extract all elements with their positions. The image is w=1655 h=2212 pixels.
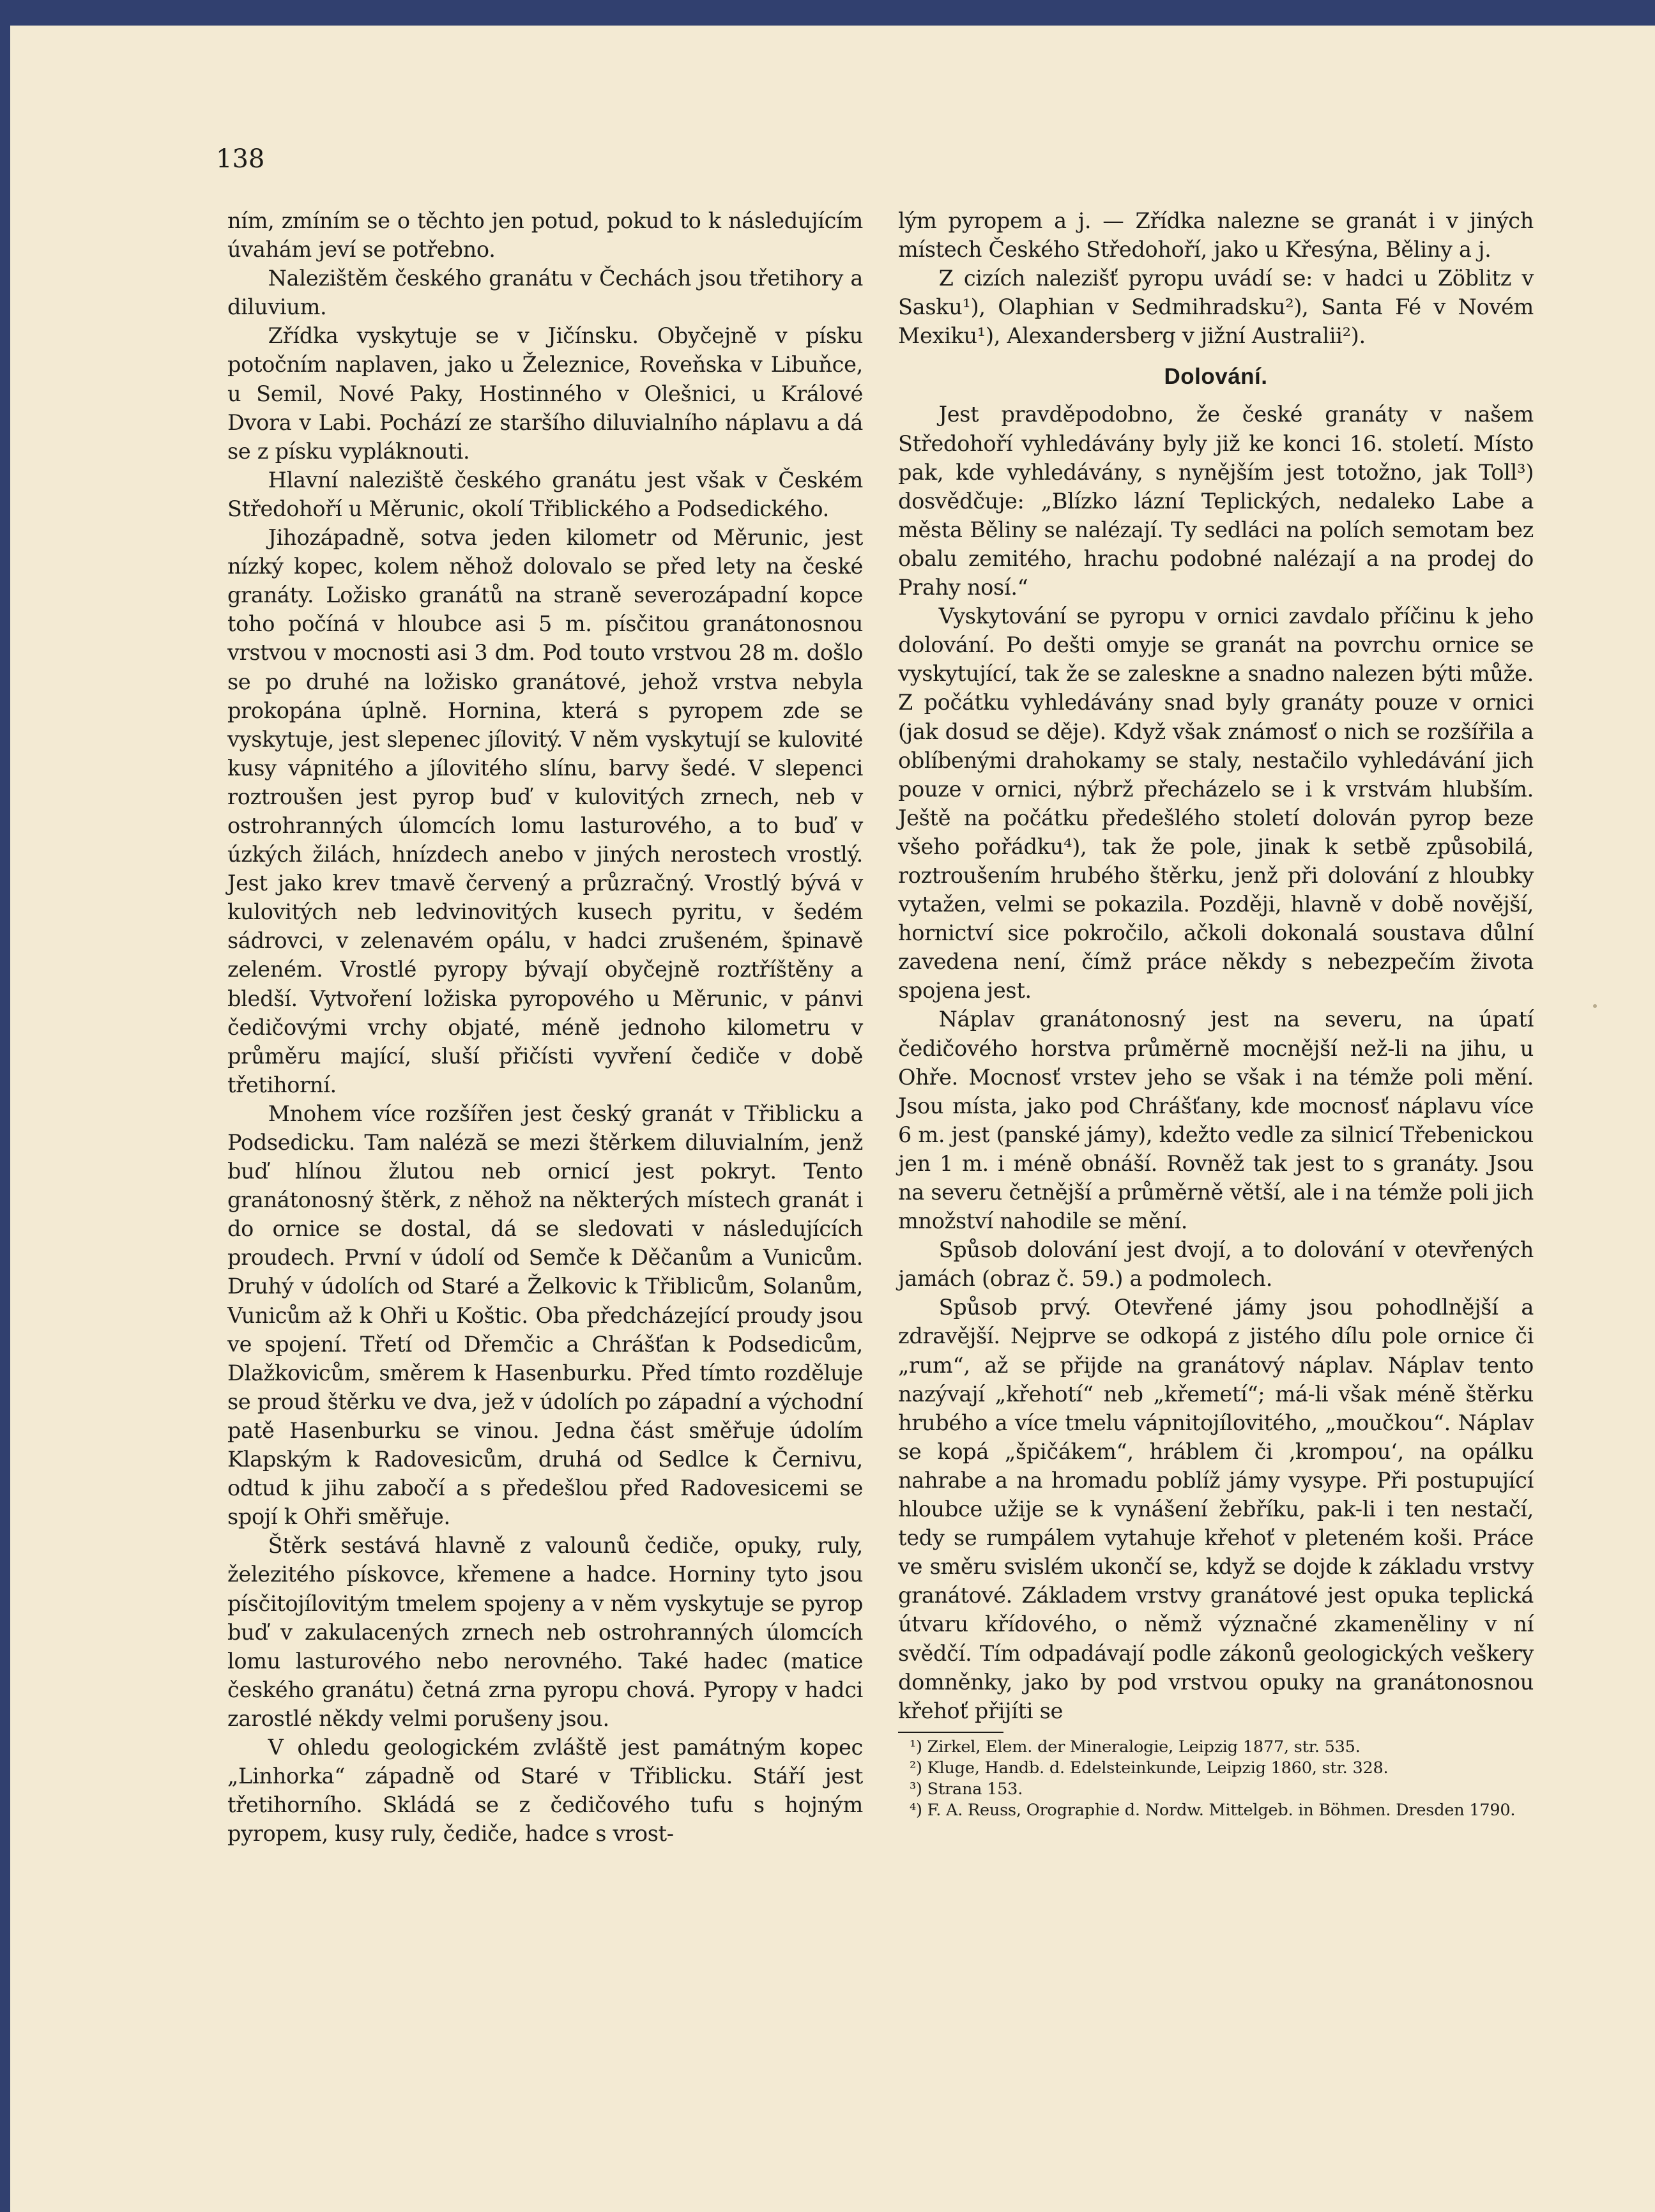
right-column — [898, 206, 1534, 1821]
footnote: ²) Kluge, Handb. d. Edelsteinkunde, Leipzig 1860, str. 328. — [910, 1758, 1389, 1778]
scanned-page — [10, 26, 1655, 2212]
paragraph: Vyskytování se pyropu v ornici zavdalo příčinu k jeho dolování. Po dešti omyje se granát na povrchu ornice se vyskytující, tak že se zaleskne a snadno nalezen býti může. Z počátku vyhledávány snad byly granáty pouze v ornici (jak dosud se děje). Když však známosť o nich se rozšířila a oblíbenými drahokamy se staly, nestačilo vyhledávání jich pouze v ornici, nýbrž přecházelo se i k vrstvám hlubším. Ještě na počátku předešlého století dolován pyrop beze všeho pořádku⁴), tak že pole, jinak k setbě způsobilá, roztroušením hrubého štěrku, jenž při dolování z hloubky vytažen, velmi se pokazila. Později, hlavně v době novější, hornictví sice pokročilo, ačkoli dokonalá soustava důlní zavedena není, čímž práce někdy s nebezpečím života spojena jest. — [898, 604, 1534, 1003]
paragraph: Hlavní naleziště českého granátu jest však v Českém Středohoří u Měrunic, okolí Třiblického a Podsedického. — [227, 467, 863, 521]
paragraph: Z cizích nalezišť pyropu uvádí se: v hadci u Zöblitz v Sasku¹), Olaphian v Sedmihradsku²), Santa Fé v Novém Mexiku¹), Alexandersberg v jižní Australii²). — [898, 266, 1534, 349]
paragraph: Štěrk sestává hlavně z valounů čediče, opuky, ruly, železitého pískovce, křemene a hadce. Horniny tyto jsou písčitojílovitým tmelem spojeny a v něm vyskytuje se pyrop buď v zakulacených zrnech neb ostrohranných úlomcích lomu lasturového nebo nerovného. Také hadec (matice českého granátu) četná zrna pyropu chová. Pyropy v hadci zarostlé někdy velmi porušeny jsou. — [227, 1533, 863, 1731]
paragraph: Náplav granátonosný jest na severu, na úpatí čedičového horstva průměrně mocnější než-li na jihu, u Ohře. Mocnosť vrstev jeho se však i na témže poli mění. Jsou místa, jako pod Chrášťany, kde mocnosť náplavu více 6 m. jest (panské jámy), kdežto vedle za silnicí Třebenickou jen 1 m. i méně obnáší. Rovněž tak jest to s granáty. Jsou na severu četnější a průměrně větší, ale i na témže poli jich množství nahodile se mění. — [898, 1007, 1534, 1234]
left-column — [227, 206, 863, 1848]
footnote: ¹) Zirkel, Elem. der Mineralogie, Leipzig 1877, str. 535. — [910, 1737, 1361, 1757]
paragraph: Jest pravděpodobno, že české granáty v našem Středohoří vyhledávány byly již ke konci 16. století. Místo pak, kde vyhledávány, s nynějším jest totožno, jak Toll³) dosvědčuje: „Blízko lázní Teplických, nedaleko Labe a města Běliny se nalézají. Ty sedláci na polích semotam bez obalu zemitého, hrachu podobné nalézají a na prodej do Prahy nosí.“ — [898, 402, 1534, 600]
section-heading: Dolování. — [1164, 364, 1268, 390]
page-number: 138 — [216, 144, 265, 174]
paragraph: lým pyropem a j. — Zřídka nalezne se granát i v jiných místech Českého Středohoří, jako u Křesýna, Běliny a j. — [898, 208, 1534, 263]
footnotes — [898, 1737, 1534, 1821]
footnote-divider — [898, 1732, 1003, 1733]
paragraph: Mnohem více rozšířen jest český granát v Třiblicku a Podsedicku. Tam naléză se mezi štěrkem diluvialním, jenž buď hlínou žlutou neb ornicí jest pokryt. Tento granátonosný štěrk, z něhož na některých místech granát i do ornice se dostal, dá se sledovati v následujících proudech. První v údolí od Semče k Děčanům a Vunicům. Druhý v údolích od Staré a Želkovic k Třiblicům, Solanům, Vunicům až k Ohři u Koštic. Oba předcházející proudy jsou ve spojení. Třetí od Dřemčic a Chrášťan k Podsedicům, Dlažkovicům, směrem k Hasenburku. Před tímto rozděluje se proud štěrku ve dva, jež v údolích po západní a východní patě Hasenburku se vinou. Jedna část směřuje údolím Klapským k Radovesicům, druhá od Sedlce k Černivu, odtud k jihu zabočí a s předešlou před Radovesicemi se spojí k Ohři směřuje. — [227, 1101, 863, 1530]
paragraph: Jihozápadně, sotva jeden kilometr od Měrunic, jest nízký kopec, kolem něhož dolovalo se před lety na české granáty. Ložisko granátů na straně severozápadní kopce toho počíná v hloubce asi 5 m. písčitou granátonosnou vrstvou v mocnosti asi 3 dm. Pod touto vrstvou 28 m. došlo se po druhé na ložisko granátové, jehož vrstva nebyla prokopána úplně. Hornina, která s pyropem zde se vyskytuje, jest slepenec jílovitý. V něm vyskytují se kulovité kusy vápnitého a jílovitého slínu, barvy šedé. V slepenci roztroušen jest pyrop buď v kulovitých zrnech, neb v ostrohranných úlomcích lomu lasturového, a to buď v úzkých žilách, hnízdech anebo v jiných nerostech vrostlý. Jest jako krev tmavě červený a průzračný. Vrostlý bývá v kulovitých neb ledvinovitých kusech pyritu, v šedém sádrovci, v zelenavém opálu, v hadci zrušeném, špinavě zeleném. Vrostlé pyropy bývají obyčejně roztříštěny a bledší. Vytvoření ložiska pyropového u Měrunic, v pánvi čedičovými vrchy objaté, méně jednoho kilometru v průměru mající, sluší přičísti vyvření čediče v době třetihorní. — [227, 525, 863, 1097]
paragraph: ním, zmíním se o těchto jen potud, pokud to k následujícím úvahám jeví se potřebno. — [227, 208, 863, 263]
paragraph: V ohledu geologickém zvláště jest památným kopec „Linhorka“ západně od Staré v Třiblicku. Stáří jest třetihorního. Skládá se z čedičového tufu s hojným pyropem, kusy ruly, čediče, hadce s vrost- — [227, 1734, 863, 1847]
paragraph: Spůsob dolování jest dvojí, a to dolování v otevřených jamách (obraz č. 59.) a podmolech. — [898, 1237, 1534, 1292]
paper-speck — [1593, 1004, 1597, 1008]
paragraph: Nalezištěm českého granátu v Čechách jsou třetihory a diluvium. — [227, 266, 863, 320]
footnote: ⁴) F. A. Reuss, Orographie d. Nordw. Mittelgeb. in Böhmen. Dresden 1790. — [910, 1800, 1516, 1820]
paragraph: Zřídka vyskytuje se v Jičínsku. Obyčejně v písku potočním naplaven, jako u Železnice, Roveňska v Libuňce, u Semil, Nové Paky, Hostinného v Olešnici, u Králové Dvora v Labi. Pochází ze staršího diluvialního náplavu a dá se z písku vypláknouti. — [227, 323, 863, 464]
footnote: ³) Strana 153. — [910, 1779, 1023, 1799]
paragraph: Spůsob prvý. Otevřené jámy jsou pohodlnější a zdravější. Nejprve se odkopá z jistého dílu pole ornice či „rum“, až se přijde na granátový náplav. Náplav tento nazývají „křehotí“ neb „křemetí“; má-li však méně štěrku hrubého a více tmelu vápnitojílovitého, „moučkou“. Náplav se kopá „špičákem“, hráblem či ‚krompou‘, na opálku nahrabe a na hromadu poblíž jámy vysype. Při postupující hloubce užije se k vynášení žebříku, pak-li i ten nestačí, tedy se rumpálem vytahuje křehoť v pleteném koši. Práce ve směru svislém ukončí se, když se dojde k základu vrstvy granátové. Základem vrstvy granátové jest opuka teplická útvaru křídového, o němž význačné zkameněliny v ní svědčí. Tím odpadávají podle zákonů geologických veškery domněnky, jako by pod vrstvou opuky na granátonosnou křehoť přijíti se — [898, 1295, 1534, 1723]
